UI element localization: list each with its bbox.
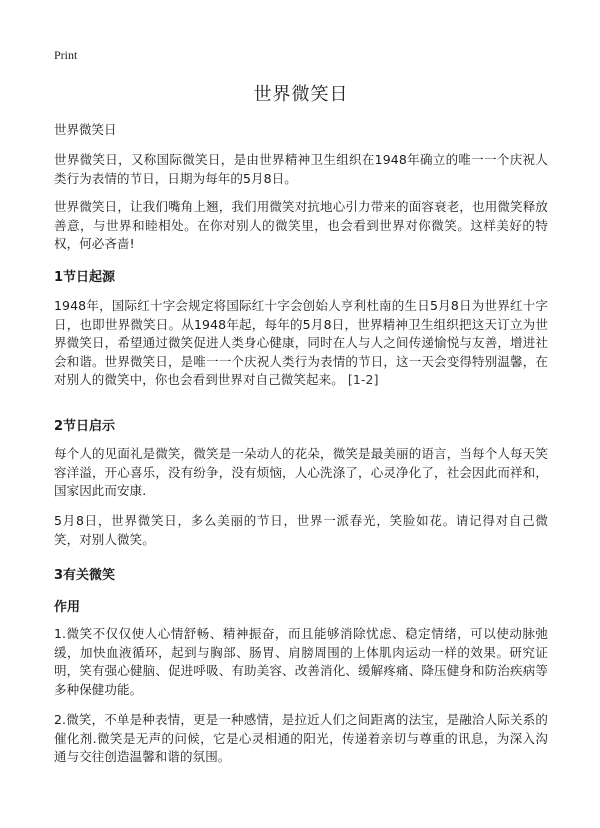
section-heading-inspiration: 2节日启示 <box>54 419 116 434</box>
inspiration-paragraph-2: 5月8日，世界微笑日，多么美丽的节日，世界一派春光，笑脸如花。请记得对自己微笑，对别人微笑。 <box>54 513 548 547</box>
intro-paragraph-2: 世界微笑日，让我们嘴角上翘，我们用微笑对抗地心引力带来的面容衰老，也用微笑释放善意，与世界和睦相处。在你对别人的微笑里，也会看到世界对你微笑。这样美好的特权，何必吝啬! <box>54 199 548 251</box>
section-heading-origin: 1节日起源 <box>54 270 116 285</box>
subtitle: 世界微笑日 <box>54 122 117 137</box>
function-paragraph-1: 1.微笑不仅仅使人心情舒畅、精神振奋，而且能够消除忧虑、稳定情绪，可以使动脉弛缓，加快血液循环，起到与胸部、肠胃、肩膀周围的上体肌肉运动一样的效果。研究证明，笑有强心健脑、促进呼吸、有助美容、改善消化、缓解疼痛、降压健身和防治疾病等多种保健功能。 <box>54 626 548 697</box>
subheading-function: 作用 <box>54 600 81 615</box>
intro-paragraph-1: 世界微笑日，又称国际微笑日，是由世界精神卫生组织在1948年确立的唯一一个庆祝人类行为表情的节日，日期为每年的5月8日。 <box>54 152 548 186</box>
origin-text: 1948年，国际红十字会规定将国际红十字会创始人亨利杜南的生日5月8日为世界红十字日，也即世界微笑日。从1948年起，每年的5月8日，世界精神卫生组织把这天订立为世界微笑日，希望通过微笑促进人类身心健康，同时在人与人之间传递愉悦与友善，增进社会和谐。世界微笑日，是唯一一个庆祝人类行为表情的节日，这一天会变得特别温馨，在对别人的微笑中，你也会看到世界对自己微笑起来。 <box>54 298 548 387</box>
origin-paragraph <box>54 297 548 390</box>
inspiration-paragraph-1: 每个人的见面礼是微笑，微笑是一朵动人的花朵，微笑是最美丽的语言，当每个人每天笑容洋溢，开心喜乐，没有纷争，没有烦恼，人心洗涤了，心灵净化了，社会因此而祥和，国家因此而安康. <box>54 446 548 498</box>
function-paragraph-2: 2.微笑，不单是种表情，更是一种感情，是拉近人们之间距离的法宝，是融洽人际关系的催化剂.微笑是无声的问候，它是心灵相通的阳光，传递着亲切与尊重的讯息，为深入沟通与交往创造温馨和谐的氛围。 <box>54 712 548 764</box>
page-title: 世界微笑日 <box>253 84 349 105</box>
citation-link[interactable]: [1-2] <box>347 372 379 387</box>
section-heading-about-smile: 3有关微笑 <box>54 568 116 583</box>
print-link[interactable]: Print <box>54 48 78 62</box>
